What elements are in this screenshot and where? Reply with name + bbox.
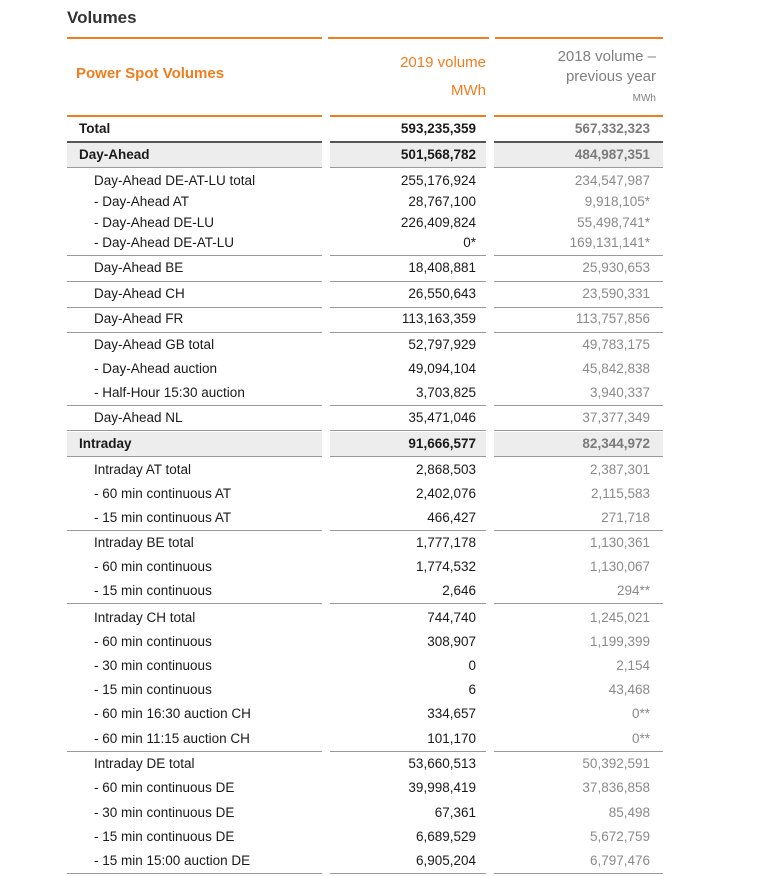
table-row	[67, 753, 663, 775]
table-row	[67, 728, 663, 750]
table-row	[67, 607, 663, 629]
value-2019: 0	[468, 658, 476, 673]
value-2019: 2,646	[442, 583, 476, 598]
row-label: - 60 min continuous	[94, 634, 212, 649]
value-2018: 1,245,021	[589, 610, 650, 625]
row-label: - Day-Ahead auction	[94, 361, 218, 376]
row-label: - 60 min 16:30 auction CH	[94, 706, 251, 721]
row-label: - 15 min continuous	[94, 682, 212, 697]
value-2019: 0*	[463, 235, 476, 250]
row-label: - 60 min continuous	[94, 559, 212, 574]
row-label: Intraday DE total	[94, 756, 195, 771]
value-2018: 2,115,583	[590, 486, 650, 501]
row-label: Intraday CH total	[94, 610, 196, 625]
value-2018: 49,783,175	[582, 337, 650, 352]
table-row-total	[67, 117, 663, 141]
table-row-day-ahead	[67, 143, 663, 167]
value-2019: 49,094,104	[408, 361, 476, 376]
top-rule	[67, 37, 663, 39]
value-2019: 1,774,532	[415, 559, 476, 574]
column-header-2019-unit: MWh	[451, 82, 486, 99]
value-2019: 6	[468, 682, 476, 697]
table-row	[67, 826, 663, 848]
value-2018: 567,332,323	[574, 121, 650, 136]
value-2018: 82,344,972	[582, 436, 650, 451]
value-2018: 43,468	[608, 682, 650, 697]
value-2019: 52,797,929	[408, 337, 476, 352]
value-2018: 1,130,361	[589, 535, 650, 550]
column-header-2018-subtitle: previous year	[565, 68, 656, 85]
value-2018: 85,498	[608, 805, 650, 820]
value-2018: 2,387,301	[589, 462, 650, 477]
row-label: Day-Ahead DE-AT-LU total	[94, 173, 256, 188]
section-label: Power Spot Volumes	[76, 65, 225, 82]
row-label: Day-Ahead CH	[94, 286, 185, 301]
value-2019: 26,550,643	[408, 286, 476, 301]
value-2018: 23,590,331	[582, 286, 650, 301]
row-label: Day-Ahead BE	[94, 260, 184, 275]
value-2019: 744,740	[427, 610, 476, 625]
table-row	[67, 257, 663, 279]
value-2018: 6,797,476	[589, 853, 650, 868]
row-label: Day-Ahead NL	[94, 410, 183, 425]
page-heading: Volumes	[67, 8, 137, 27]
value-2018: 37,377,349	[582, 410, 650, 425]
row-label: - 60 min continuous AT	[94, 486, 232, 501]
value-2018: 484,987,351	[574, 147, 650, 162]
value-2018: 25,930,653	[582, 260, 650, 275]
table-row	[67, 358, 663, 380]
value-2019: 501,568,782	[400, 147, 476, 162]
value-2019: 113,163,359	[401, 311, 476, 326]
value-2019: 255,176,924	[400, 173, 476, 188]
table-row	[67, 580, 663, 602]
row-label: - 60 min 11:15 auction CH	[94, 731, 250, 746]
row-label: Intraday AT total	[94, 462, 192, 477]
row-label: - Day-Ahead AT	[94, 194, 190, 209]
value-2019: 308,907	[427, 634, 476, 649]
value-2018: 2,154	[616, 658, 650, 673]
table-row	[67, 192, 663, 212]
row-label: - Day-Ahead DE-LU	[94, 215, 215, 230]
value-2019: 67,361	[434, 805, 476, 820]
row-label: - 15 min 15:00 auction DE	[94, 853, 251, 868]
table-row	[67, 631, 663, 653]
value-2019: 3,703,825	[415, 385, 476, 400]
table-row	[67, 556, 663, 578]
value-2018: 169,131,141*	[569, 235, 650, 250]
value-2018: 5,672,759	[589, 829, 650, 844]
value-2018: 294**	[616, 583, 650, 598]
row-label: Intraday	[79, 436, 132, 451]
table-row	[67, 213, 663, 233]
value-2018: 55,498,741*	[577, 215, 650, 230]
table-row	[67, 655, 663, 677]
value-2018: 1,199,399	[589, 634, 650, 649]
row-label: - 15 min continuous AT	[94, 510, 232, 525]
value-2019: 18,408,881	[408, 260, 476, 275]
table-row-intraday	[67, 432, 663, 456]
table-row	[67, 407, 663, 429]
table-row	[67, 334, 663, 356]
value-2018: 0**	[631, 706, 650, 721]
value-2019: 28,767,100	[408, 194, 476, 209]
row-label: - 30 min continuous DE	[94, 805, 235, 820]
table-row	[67, 679, 663, 701]
row-label: Intraday BE total	[94, 535, 194, 550]
table-row	[67, 802, 663, 824]
value-2019: 101,170	[427, 731, 476, 746]
value-2018: 9,918,105*	[584, 194, 650, 209]
value-2019: 593,235,359	[400, 121, 476, 136]
value-2018: 45,842,838	[582, 361, 650, 376]
table-row	[67, 233, 663, 253]
row-label: - Day-Ahead DE-AT-LU	[94, 235, 235, 250]
row-label: - 30 min continuous	[94, 658, 212, 673]
value-2018: 234,547,987	[574, 173, 650, 188]
value-2018: 113,757,856	[575, 311, 650, 326]
table-row	[67, 308, 663, 330]
value-2019: 2,402,076	[415, 486, 476, 501]
table-row	[67, 382, 663, 404]
row-label: Day-Ahead	[79, 147, 150, 162]
table-row	[67, 483, 663, 505]
value-2018: 37,836,858	[582, 780, 650, 795]
table-row	[67, 532, 663, 554]
column-header-2018-unit: MWh	[632, 93, 656, 104]
table-row	[67, 283, 663, 305]
value-2019: 334,657	[427, 706, 476, 721]
value-2018: 0**	[631, 731, 650, 746]
table-row	[67, 850, 663, 872]
column-header-2019-title: 2019 volume	[400, 54, 486, 71]
value-2018: 3,940,337	[589, 385, 650, 400]
value-2019: 35,471,046	[408, 410, 476, 425]
value-2019: 226,409,824	[400, 215, 476, 230]
value-2019: 1,777,178	[415, 535, 476, 550]
row-label: - 60 min continuous DE	[94, 780, 235, 795]
table-row	[67, 171, 663, 191]
table-row	[67, 459, 663, 481]
column-header-2019	[330, 49, 486, 105]
row-label: - 15 min continuous	[94, 583, 212, 598]
value-2018: 1,130,067	[589, 559, 650, 574]
table-row	[67, 703, 663, 725]
row-label: - Half-Hour 15:30 auction	[94, 385, 245, 400]
row-label: Day-Ahead GB total	[94, 337, 215, 352]
value-2018: 271,718	[601, 510, 650, 525]
column-header-2018	[494, 47, 656, 106]
value-2019: 6,689,529	[415, 829, 476, 844]
column-header-2018-title: 2018 volume –	[557, 48, 656, 65]
value-2019: 39,998,419	[408, 780, 476, 795]
value-2019: 6,905,204	[415, 853, 476, 868]
row-label: - 15 min continuous DE	[94, 829, 235, 844]
row-label: Day-Ahead FR	[94, 311, 184, 326]
row-label: Total	[79, 121, 111, 136]
value-2019: 53,660,513	[408, 756, 476, 771]
value-2018: 50,392,591	[582, 756, 650, 771]
table-row	[67, 507, 663, 529]
value-2019: 91,666,577	[408, 436, 476, 451]
table-row	[67, 777, 663, 799]
value-2019: 2,868,503	[415, 462, 476, 477]
value-2019: 466,427	[427, 510, 476, 525]
